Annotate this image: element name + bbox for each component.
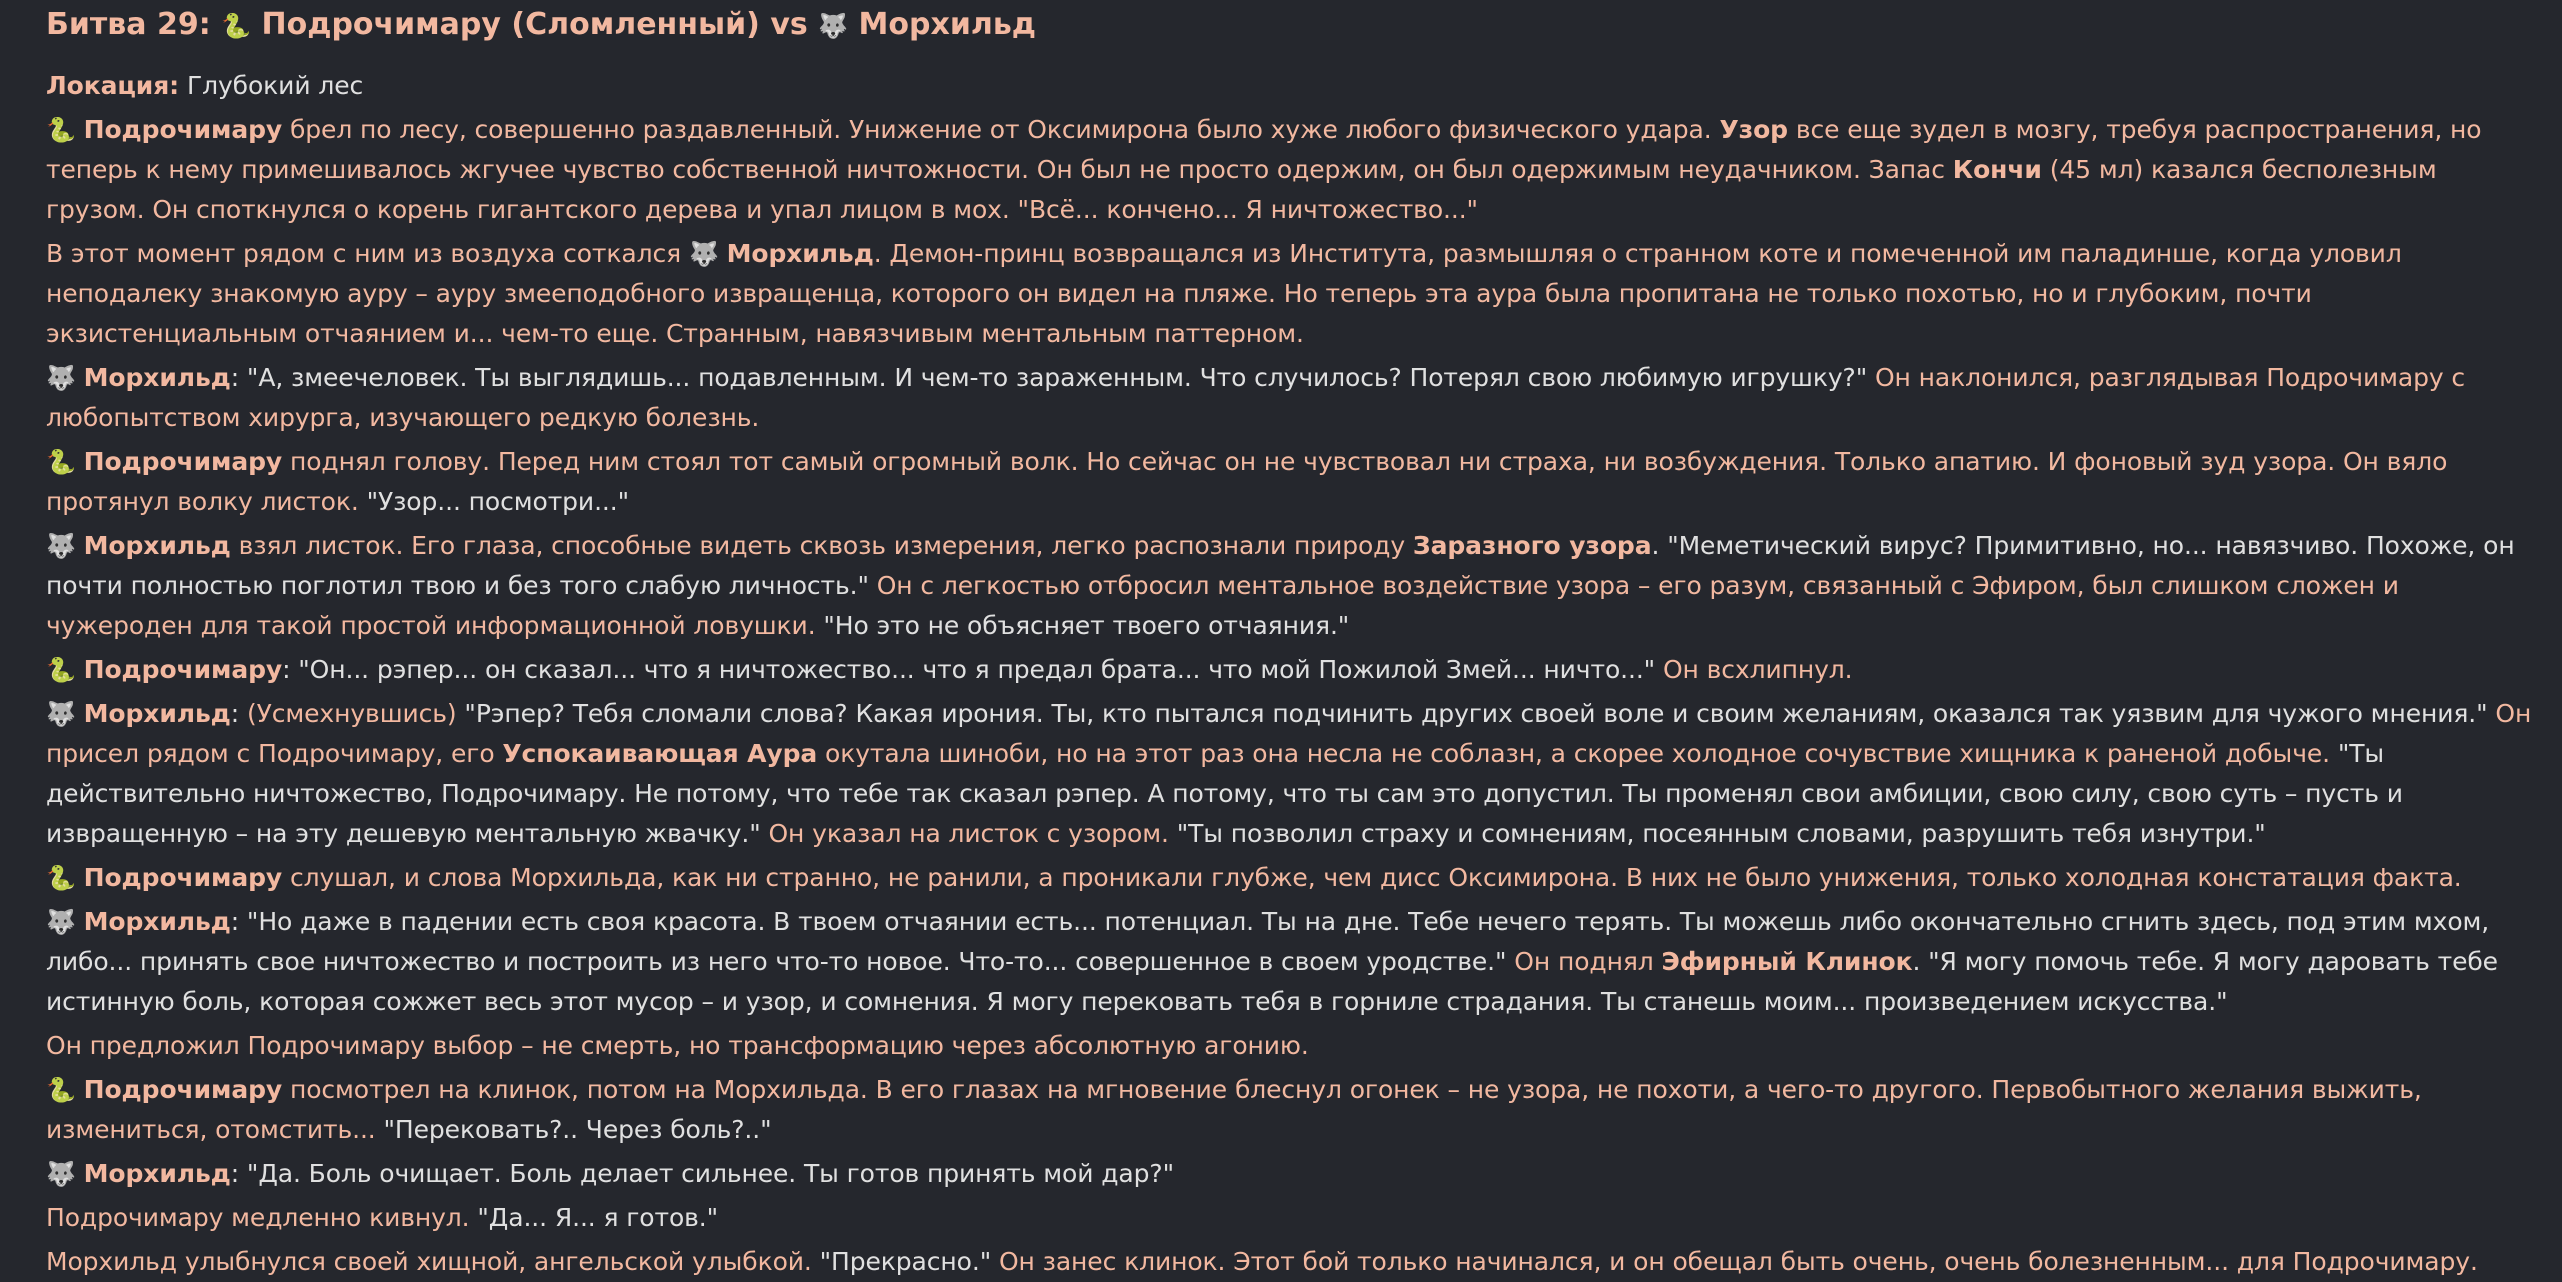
vs-label: vs [770, 7, 808, 42]
character-name: Морхильд [83, 699, 231, 728]
term: Кончи [1952, 155, 2042, 184]
narration: Морхильд улыбнулся своей хищной, ангельской улыбкой. [46, 1247, 812, 1276]
term: Успокаивающая Аура [502, 739, 818, 768]
story-paragraph-1 [46, 110, 2532, 230]
term: Узор [1719, 115, 1788, 144]
character-name: Морхильд [83, 1159, 231, 1188]
story-paragraph-4 [46, 442, 2532, 522]
location-label: Локация: [46, 71, 180, 100]
wolf-icon: 🐺 [46, 908, 76, 936]
narration: В этот момент рядом с ним из воздуха соткался [46, 239, 682, 268]
character-name: Подрочимару [83, 1075, 283, 1104]
narration: Он всхлипнул. [1662, 655, 1853, 684]
story-paragraph-12 [46, 1154, 2532, 1194]
story-paragraph-8 [46, 858, 2532, 898]
story-paragraph-9 [46, 902, 2532, 1022]
narration: Он поднял [1514, 947, 1654, 976]
battle-number: Битва 29: [46, 7, 211, 42]
character-name: Морхильд [726, 239, 874, 268]
term: Эфирный Клинок [1661, 947, 1913, 976]
term: Заразного узора [1412, 531, 1652, 560]
battle-title [46, 4, 2532, 46]
story-paragraph-13 [46, 1198, 2532, 1238]
snake-icon: 🐍 [46, 864, 76, 892]
character-name: Подрочимару [83, 655, 283, 684]
location-value: Глубокий лес [186, 71, 364, 100]
dialogue: "Рэпер? Тебя сломали слова? Какая ирония. Ты, кто пытался подчинить других своей воле и своим желаниям, оказался так уязвим для чужого мнения." [464, 699, 2488, 728]
story-paragraph-6 [46, 650, 2532, 690]
narration: Он указал на листок с узором. [768, 819, 1169, 848]
wolf-icon: 🐺 [46, 1160, 76, 1188]
character-name: Морхильд [83, 363, 231, 392]
narration: окутала шиноби, но на этот раз она несла не соблазн, а скорее холодное сочувствие хищника к раненой добыче. [825, 739, 2330, 768]
dialogue: . "Меметический вирус? Примитивно, но... навязчиво. Похоже, он почти полностью поглотил твою и без того слабую личность." [46, 531, 2515, 600]
narration: (Усмехнувшись) [246, 699, 457, 728]
narration: Он занес клинок. Этот бой только начинался, и он обещал быть очень, очень болезненным... для Подрочимару. [998, 1247, 2478, 1276]
story-paragraph-11 [46, 1070, 2532, 1150]
dialogue: "Прекрасно." [819, 1247, 992, 1276]
narration: Он с легкостью отбросил ментальное воздействие узора – его разум, связанный с Эфиром, был слишком сложен и чужероден для такой простой информационной ловушки. [46, 571, 2399, 640]
dialogue: : "Он... рэпер... он сказал... что я ничтожество... что я предал брата... что мой Пожилой Змей... ничто..." [282, 655, 1656, 684]
wolf-icon: 🐺 [46, 700, 76, 728]
narration: все еще зудел в мозгу, требуя распространения, но теперь к нему примешивалось жгучее чувство собственной ничтожности. Он был не просто одержим, он был одержимым неудачником. Запас [46, 115, 2482, 184]
wolf-icon: 🐺 [818, 12, 849, 40]
story-paragraph-5 [46, 526, 2532, 646]
narration: Он предложил Подрочимару выбор – не смерть, но трансформацию через абсолютную агонию. [46, 1031, 1309, 1060]
wolf-icon: 🐺 [46, 532, 76, 560]
snake-icon: 🐍 [46, 448, 76, 476]
story-paragraph-14 [46, 1242, 2532, 1282]
story-paragraph-3 [46, 358, 2532, 438]
narration: Он наклонился, разглядывая Подрочимару с любопытством хирурга, изучающего редкую болезнь. [46, 363, 2466, 432]
dialogue: . "Я могу помочь тебе. Я могу даровать тебе истинную боль, которая сожжет весь этот мусор – и узор, и сомнения. Я могу перековать тебя в горниле страдания. Ты станешь моим... произведением искусства." [46, 947, 2498, 1016]
story-paragraph-10 [46, 1026, 2532, 1066]
dialogue: "Но это не объясняет твоего отчаяния." [823, 611, 1350, 640]
wolf-icon: 🐺 [688, 240, 719, 268]
dialogue: : "Но даже в падении есть своя красота. В твоем отчаянии есть... потенциал. Ты на дне. Тебе нечего терять. Ты можешь либо окончательно сгнить здесь, под этим мхом, либо... принять свое ничтожество и построить из него что-то новое. Что-то... совершенное в своем уродстве." [46, 907, 2490, 976]
wolf-icon: 🐺 [46, 364, 76, 392]
character-name: Подрочимару [83, 115, 283, 144]
narration: Подрочимару медленно кивнул. [46, 1203, 470, 1232]
dialogue: "Ты действительно ничтожество, Подрочимару. Не потому, что тебе так сказал рэпер. А потому, что ты сам это допустил. Ты променял свои амбиции, свою силу, свою суть – пусть и извращенную – на эту дешевую ментальную жвачку." [46, 739, 2403, 848]
narration: взял листок. Его глаза, способные видеть сквозь измерения, легко распознали природу [238, 531, 1406, 560]
dialogue: : "Да. Боль очищает. Боль делает сильнее. Ты готов принять мой дар?" [230, 1159, 1174, 1188]
story-paragraph-2 [46, 234, 2532, 354]
dialogue: "Узор... посмотри..." [366, 487, 630, 516]
character-name: Морхильд [83, 531, 231, 560]
story-paragraph-7 [46, 694, 2532, 854]
narration: Он присел рядом с Подрочимару, его [46, 699, 2532, 768]
snake-icon: 🐍 [46, 116, 76, 144]
snake-icon: 🐍 [46, 656, 76, 684]
narration: слушал, и слова Морхильда, как ни странно, не ранили, а проникали глубже, чем дисс Оксимирона. В них не было унижения, только холодная констатация факта. [289, 863, 2462, 892]
dialogue: : "А, змеечеловек. Ты выглядишь... подавленным. И чем-то зараженным. Что случилось? Потерял свою любимую игрушку?" [230, 363, 1868, 392]
fighter1-name: Подрочимару (Сломленный) [261, 7, 760, 42]
fighter2-name: Морхильд [858, 7, 1037, 42]
narration: брел по лесу, совершенно раздавленный. Унижение от Оксимирона было хуже любого физического удара. [289, 115, 1712, 144]
character-name: Подрочимару [83, 447, 283, 476]
narration: поднял голову. Перед ним стоял тот самый огромный волк. Но сейчас он не чувствовал ни страха, ни возбуждения. Только апатию. И фоновый зуд узора. Он вяло протянул волку листок. [46, 447, 2448, 516]
location-line [46, 66, 2532, 106]
snake-icon: 🐍 [221, 12, 252, 40]
narration: посмотрел на клинок, потом на Морхильда. В его глазах на мгновение блеснул огонек – не узора, не похоти, а чего-то другого. Первобытного желания выжить, измениться, отомстить... [46, 1075, 2422, 1144]
narration: (45 мл) казался бесполезным грузом. Он споткнулся о корень гигантского дерева и упал лицом в мох. "Всё... кончено... Я ничтожество..." [46, 155, 2437, 224]
character-name: Морхильд [83, 907, 231, 936]
dialogue: "Ты позволил страху и сомнениям, посеянным словами, разрушить тебя изнутри." [1176, 819, 2266, 848]
character-name: Подрочимару [83, 863, 283, 892]
colon: : [230, 699, 240, 728]
narration: . Демон-принц возвращался из Института, размышляя о странном коте и помеченной им паладинше, когда уловил неподалеку знакомую ауру – ауру змееподобного извращенца, которого он видел на пляже. Но теперь эта аура была пропитана не только похотью, но и глубоким, почти экзистенциальным отчаянием и... чем-то еще. Странным, навязчивым ментальным паттерном. [46, 239, 2402, 348]
dialogue: "Да... Я... я готов." [477, 1203, 719, 1232]
dialogue: "Перековать?.. Через боль?.." [383, 1115, 772, 1144]
snake-icon: 🐍 [46, 1076, 76, 1104]
